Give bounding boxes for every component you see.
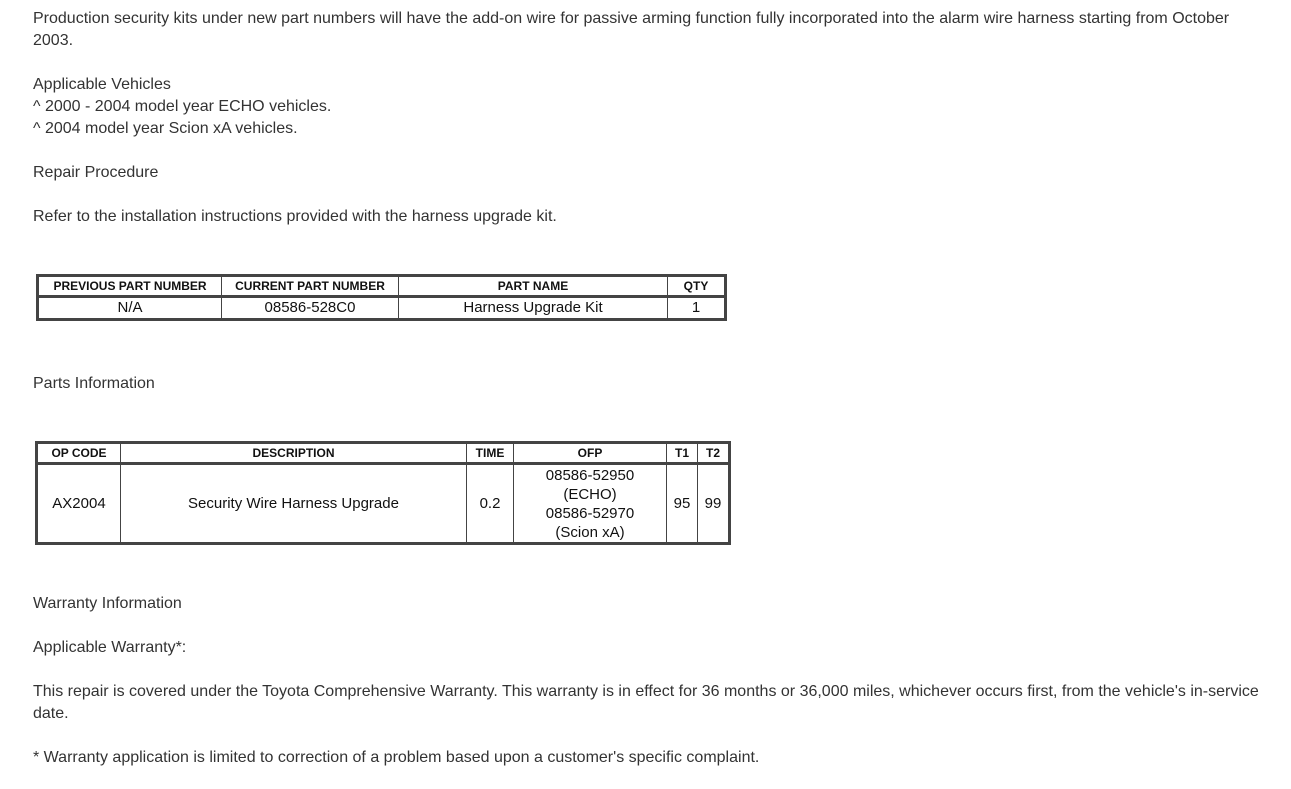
cell-op-code: AX2004	[38, 464, 121, 543]
intro-line-2: 2003.	[33, 32, 74, 49]
warranty-coverage-line-2: date.	[33, 705, 69, 722]
ofp-label-echo: (ECHO)	[563, 485, 617, 503]
ofp-label-scion: (Scion xA)	[555, 523, 625, 541]
header-previous-part-number: PREVIOUS PART NUMBER	[39, 277, 222, 297]
warranty-information-heading: Warranty Information	[33, 595, 182, 612]
op-table-header-row	[38, 444, 729, 464]
parts-table	[38, 276, 725, 319]
cell-time: 0.2	[467, 464, 514, 543]
op-code-table-frame	[35, 441, 731, 545]
op-code-table	[37, 443, 729, 543]
header-t2: T2	[698, 444, 729, 464]
warranty-footnote: * Warranty application is limited to correction of a problem based upon a customer's specific complaint.	[33, 749, 760, 766]
parts-table-frame	[36, 274, 727, 321]
applicable-vehicles-heading: Applicable Vehicles	[33, 76, 171, 93]
header-t1: T1	[667, 444, 698, 464]
cell-t2: 99	[698, 464, 729, 543]
cell-previous-part-number: N/A	[39, 297, 222, 319]
cell-part-name: Harness Upgrade Kit	[399, 297, 668, 319]
applicable-warranty-label: Applicable Warranty*:	[33, 639, 187, 656]
header-time: TIME	[467, 444, 514, 464]
parts-information-heading: Parts Information	[33, 375, 155, 392]
cell-ofp	[514, 464, 667, 543]
header-op-code: OP CODE	[38, 444, 121, 464]
vehicle-item-echo: ^ 2000 - 2004 model year ECHO vehicles.	[33, 98, 332, 115]
ofp-part-echo: 08586-52950	[545, 466, 635, 484]
header-ofp: OFP	[514, 444, 667, 464]
header-part-name: PART NAME	[399, 277, 668, 297]
warranty-coverage-line-1: This repair is covered under the Toyota Comprehensive Warranty. This warranty is in effect for 36 months or 36,000 miles, whichever occurs first, from the vehicle's in-service	[33, 683, 1259, 700]
applicable-vehicles-section	[33, 74, 331, 140]
cell-description: Security Wire Harness Upgrade	[121, 464, 467, 543]
table-row	[39, 297, 725, 319]
cell-t1: 95	[667, 464, 698, 543]
repair-procedure-text: Refer to the installation instructions provided with the harness upgrade kit.	[33, 208, 557, 225]
vehicle-item-scion: ^ 2004 model year Scion xA vehicles.	[33, 120, 298, 137]
intro-paragraph	[33, 8, 1263, 52]
cell-current-part-number: 08586-528C0	[222, 297, 399, 319]
repair-procedure-heading: Repair Procedure	[33, 164, 159, 181]
table-row	[38, 464, 729, 543]
header-description: DESCRIPTION	[121, 444, 467, 464]
warranty-coverage-paragraph	[33, 681, 1263, 725]
intro-line-1: Production security kits under new part numbers will have the add-on wire for passive arming function fully incorporated into the alarm wire harness starting from October	[33, 10, 1230, 27]
ofp-part-scion: 08586-52970	[545, 504, 635, 522]
header-current-part-number: CURRENT PART NUMBER	[222, 277, 399, 297]
cell-qty: 1	[668, 297, 725, 319]
header-qty: QTY	[668, 277, 725, 297]
parts-table-header-row	[39, 277, 725, 297]
